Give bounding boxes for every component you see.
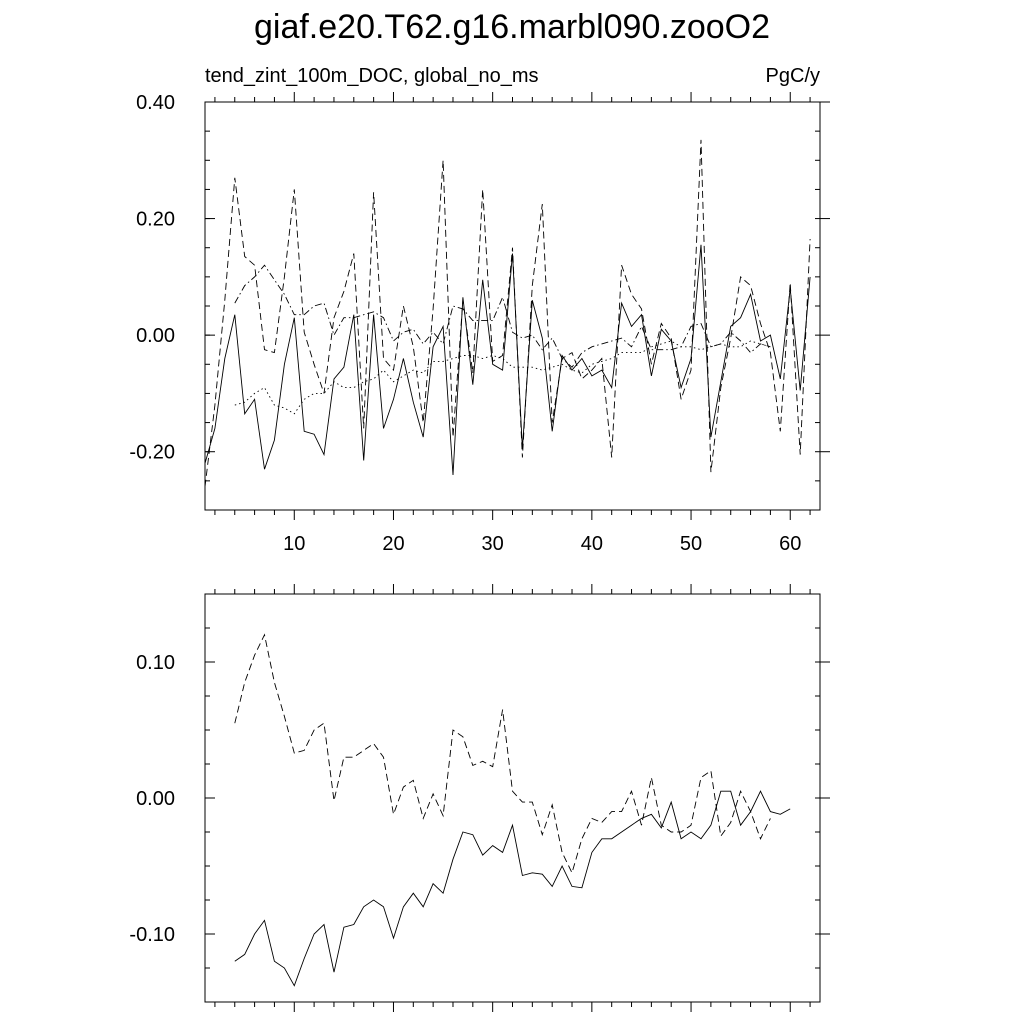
top-plot-frame — [205, 102, 820, 510]
top-series-group — [205, 140, 810, 487]
top-series-dotted-line — [235, 341, 771, 414]
top-series-solid-line — [205, 245, 810, 475]
bottom-ytick-label: 0.00 — [136, 788, 175, 810]
top-left-label: tend_zint_100m_DOC, global_no_ms — [205, 65, 539, 87]
top-ytick-label: 0.20 — [136, 208, 175, 231]
chart-title: giaf.e20.T62.g16.marbl090.zooO2 — [253, 8, 771, 46]
top-xtick-label: 50 — [679, 533, 703, 555]
bottom-series-group — [235, 635, 790, 986]
bottom-series-dashed-line — [235, 635, 771, 873]
top-ticks — [129, 92, 830, 555]
bottom-ticks — [129, 584, 830, 1012]
bottom-ytick-label: 0.10 — [136, 652, 175, 674]
bottom-series-solid-line — [235, 791, 790, 986]
top-xtick-label: 40 — [580, 533, 603, 555]
top-series-dash-dot-line — [235, 265, 771, 367]
bottom-ytick-label: -0.10 — [129, 924, 175, 946]
top-units-label: PgC/y — [765, 65, 820, 87]
top-xtick-label: 10 — [283, 533, 306, 555]
top-xtick-label: 20 — [382, 533, 405, 555]
top-ytick-label: 0.00 — [136, 325, 175, 348]
top-ytick-label: 0.40 — [136, 92, 175, 114]
top-ytick-label: -0.20 — [129, 441, 175, 464]
bottom-plot-frame — [205, 594, 820, 1002]
top-xtick-label: 60 — [779, 533, 802, 555]
top-xtick-label: 30 — [481, 533, 504, 555]
